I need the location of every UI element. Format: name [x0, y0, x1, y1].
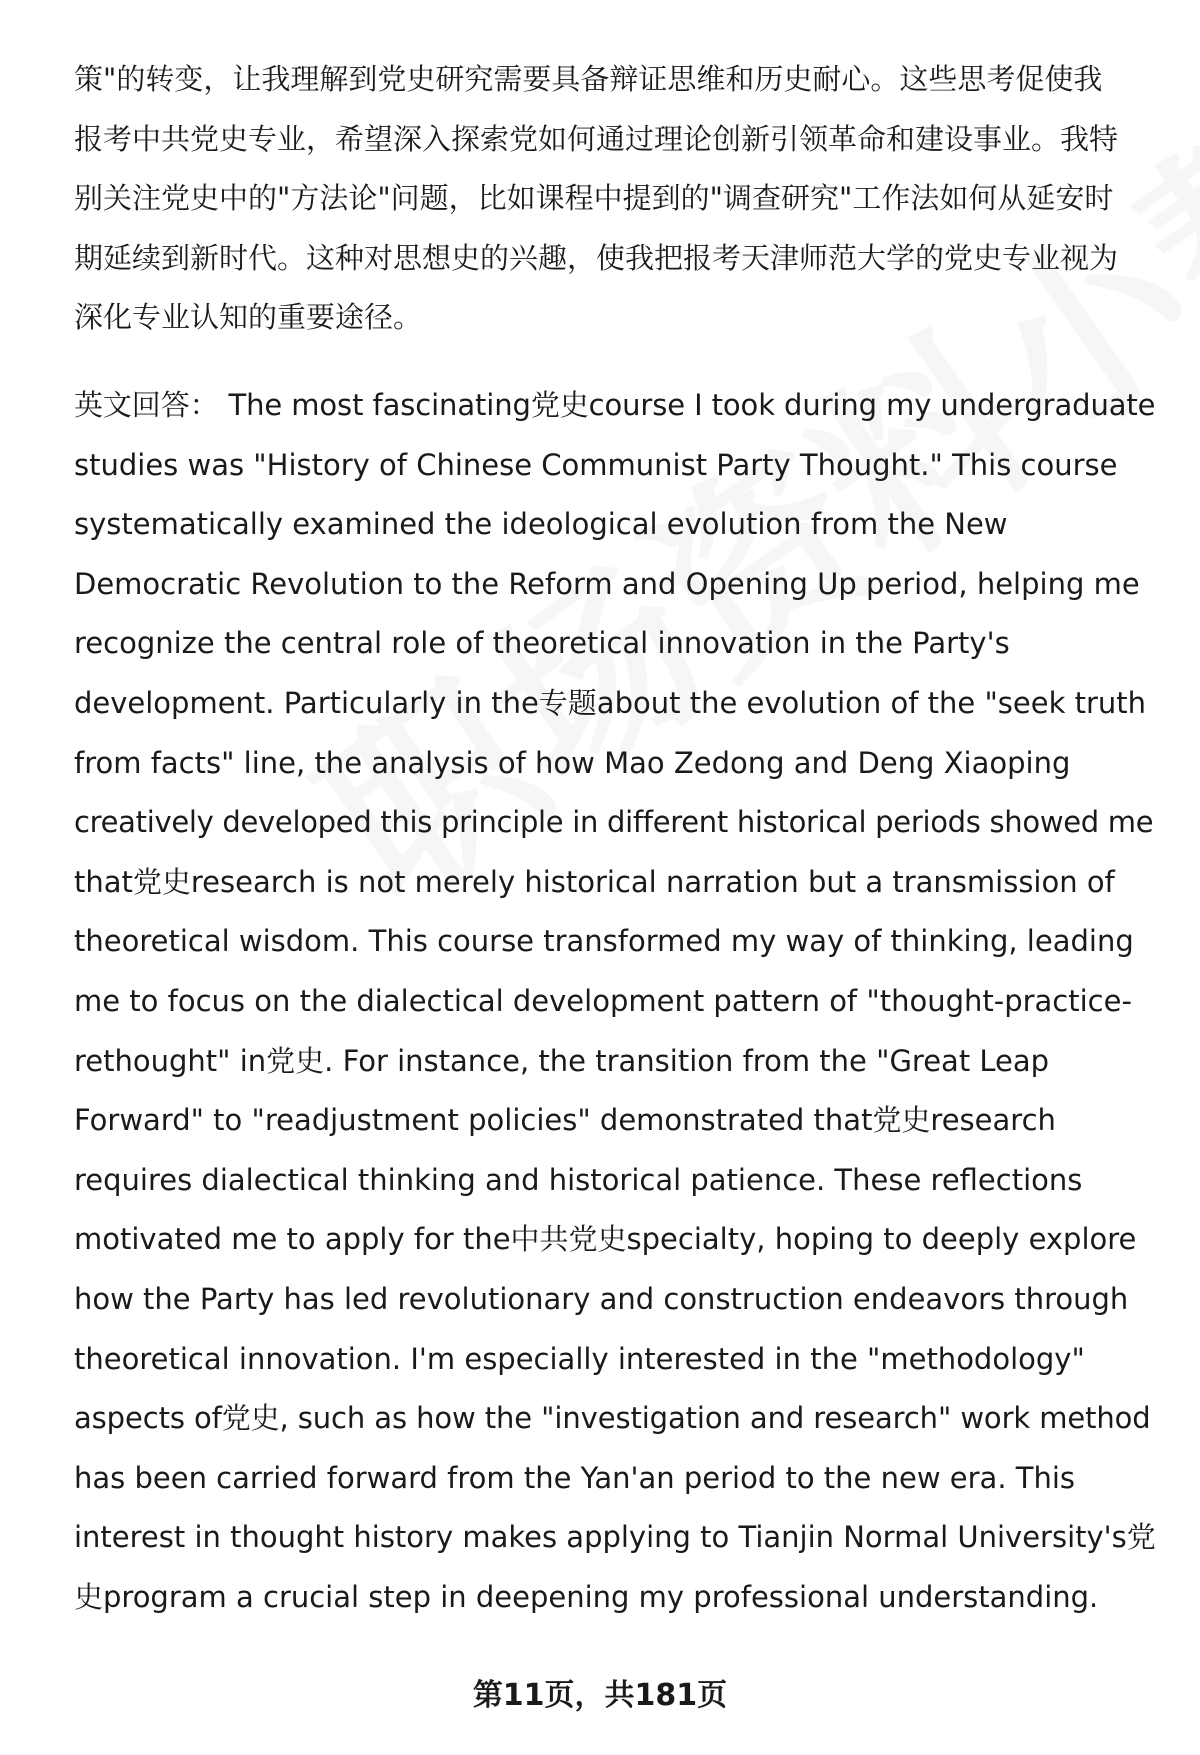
paragraph-line: 策"的转变，让我理解到党史研究需要具备辩证思维和历史耐心。这些思考促使我: [74, 62, 1103, 96]
page-number-footer: 第11页，共181页: [472, 1678, 728, 1713]
paragraph-line: 别关注党史中的"方法论"问题，比如课程中提到的"调查研究"工作法如何从延安时: [74, 181, 1114, 216]
paragraph-line: interest in thought history makes applying to Tianjin Normal University's党: [74, 1520, 1156, 1555]
paragraph-line: aspects of党史, such as how the "investigation and research" work method: [74, 1401, 1151, 1436]
paragraph-line: 期延续到新时代。这种对思想史的兴趣，使我把报考天津师范大学的党史专业视为: [74, 240, 1119, 275]
paragraph-line: theoretical innovation. I'm especially interested in the "methodology": [74, 1341, 1085, 1376]
paragraph-line: how the Party has led revolutionary and construction endeavors through: [74, 1281, 1129, 1316]
answer-label: 英文回答：: [74, 388, 219, 422]
paragraph-line: from facts" line, the analysis of how Mao Zedong and Deng Xiaoping: [74, 745, 1071, 780]
paragraph-line: Forward" to "readjustment policies" demonstrated that党史research: [74, 1103, 1056, 1138]
paragraph-line: rethought" in党史. For instance, the transition from the "Great Leap: [74, 1043, 1050, 1078]
paragraph-line: motivated me to apply for the中共党史specialty, hoping to deeply explore: [74, 1222, 1137, 1257]
paragraph-line: theoretical wisdom. This course transformed my way of thinking, leading: [74, 924, 1134, 959]
english-answer-paragraph: [74, 376, 1156, 1627]
paragraph-line: 深化专业认知的重要途径。: [74, 300, 423, 335]
paragraph-line: creatively developed this principle in different historical periods showed me: [74, 805, 1154, 840]
paragraph-line: me to focus on the dialectical development pattern of "thought-practice-: [74, 983, 1132, 1018]
paragraph-line: 报考中共党史专业，希望深入探索党如何通过理论创新引领革命和建设事业。我特: [74, 121, 1119, 156]
paragraph-line-text: The most fascinating党史course I took during my undergraduate: [228, 388, 1156, 422]
paragraph-line: recognize the central role of theoretical innovation in the Party's: [74, 626, 1010, 661]
paragraph-line: requires dialectical thinking and historical patience. These reflections: [74, 1162, 1083, 1197]
chinese-paragraph: [74, 50, 1156, 348]
paragraph-line: Democratic Revolution to the Reform and Opening Up period, helping me: [74, 566, 1140, 601]
paragraph-line: has been carried forward from the Yan'an period to the new era. This: [74, 1460, 1076, 1495]
paragraph-line: studies was "History of Chinese Communist Party Thought." This course: [74, 447, 1118, 482]
paragraph-line: development. Particularly in the专题about the evolution of the "seek truth: [74, 685, 1147, 720]
paragraph-line: systematically examined the ideological evolution from the New: [74, 507, 1008, 542]
paragraph-line: [74, 376, 1156, 436]
paragraph-line: that党史research is not merely historical narration but a transmission of: [74, 864, 1115, 899]
paragraph-line: 史program a crucial step in deepening my professional understanding.: [74, 1579, 1099, 1614]
